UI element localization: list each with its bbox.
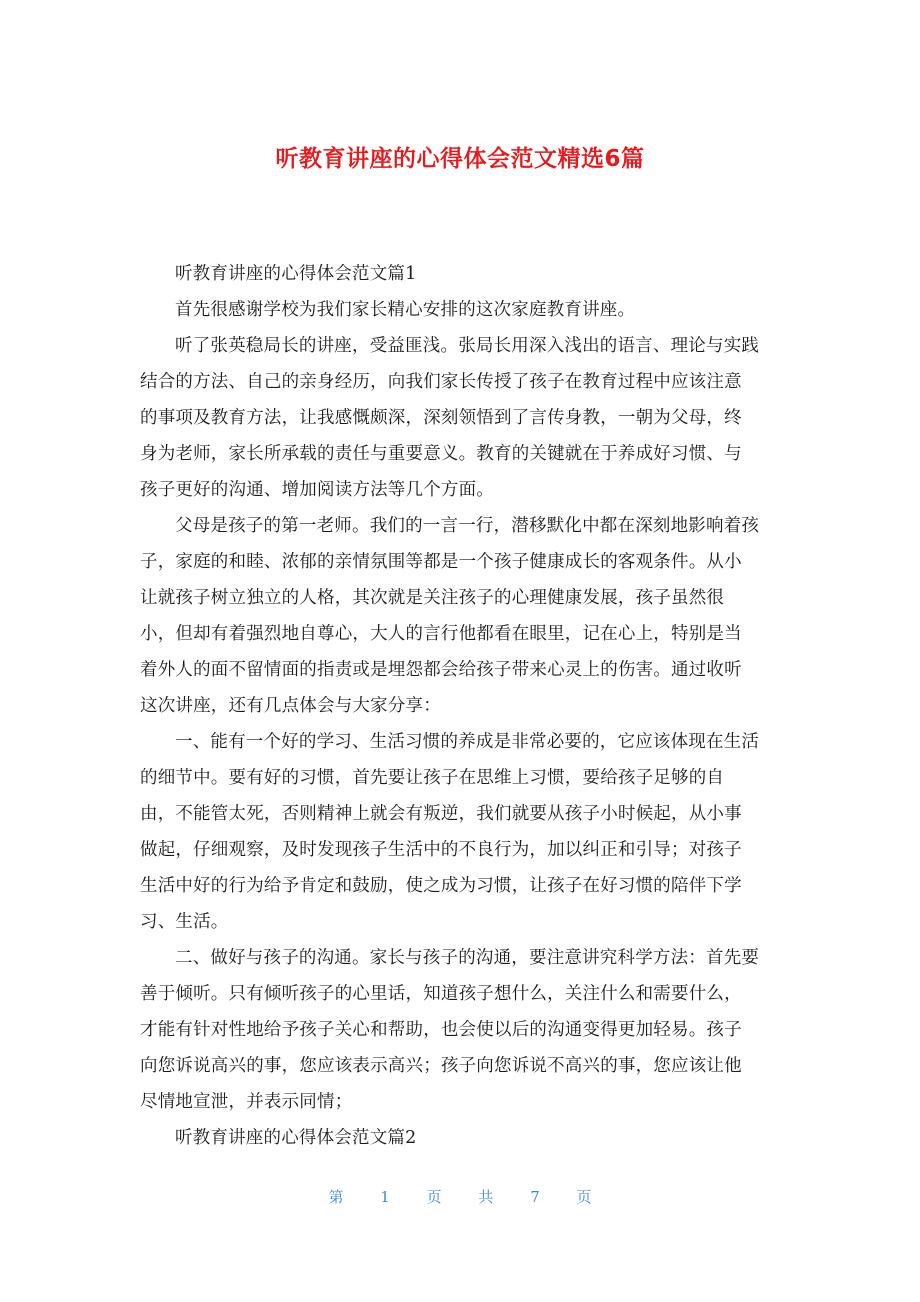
footer-page-word: 页 xyxy=(426,1188,442,1206)
section-heading-1: 听教育讲座的心得体会范文篇1 xyxy=(175,264,417,284)
paragraph-2-line: 结合的方法、自己的亲身经历，向我们家长传授了孩子在教育过程中应该注意 xyxy=(140,372,742,392)
footer-page-number: 1 xyxy=(380,1188,390,1206)
paragraph-3-line: 让就孩子树立独立的人格，其次就是关注孩子的心理健康发展，孩子虽然很 xyxy=(140,588,725,608)
paragraph-4-line: 习、生活。 xyxy=(140,912,229,932)
paragraph-4 xyxy=(140,724,780,940)
paragraph-1: 首先很感谢学校为我们家长精心安排的这次家庭教育讲座。 xyxy=(175,300,636,320)
page-footer xyxy=(0,1186,920,1207)
paragraph-4-line: 的细节中。要有好的习惯，首先要让孩子在思维上习惯，要给孩子足够的自 xyxy=(140,768,725,788)
paragraph-3-line: 父母是孩子的第一老师。我们的一言一行，潜移默化中都在深刻地影响着孩 xyxy=(175,516,760,536)
footer-total-word: 页 xyxy=(576,1188,592,1206)
paragraph-5-line: 向您诉说高兴的事，您应该表示高兴；孩子向您诉说不高兴的事，您应该让他 xyxy=(140,1056,742,1076)
paragraph-2-line: 听了张英稳局长的讲座，受益匪浅。张局长用深入浅出的语言、理论与实践 xyxy=(175,336,760,356)
paragraph-2-line: 身为老师，家长所承载的责任与重要意义。教育的关键就在于养成好习惯、与 xyxy=(140,444,742,464)
paragraph-2 xyxy=(140,328,780,508)
paragraph-5-line: 尽情地宣泄，并表示同情； xyxy=(140,1092,353,1112)
paragraph-5-line: 才能有针对性地给予孩子关心和帮助，也会使以后的沟通变得更加轻易。孩子 xyxy=(140,1020,742,1040)
paragraph-3-line: 这次讲座，还有几点体会与大家分享： xyxy=(140,696,441,716)
paragraph-2-line: 孩子更好的沟通、增加阅读方法等几个方面。 xyxy=(140,480,494,500)
paragraph-4-line: 一、能有一个好的学习、生活习惯的养成是非常必要的，它应该体现在生活 xyxy=(175,732,760,752)
document-body xyxy=(140,256,780,1156)
paragraph-4-line: 做起，仔细观察，及时发现孩子生活中的不良行为，加以纠正和引导；对孩子 xyxy=(140,840,742,860)
paragraph-3 xyxy=(140,508,780,724)
paragraph-4-line: 由，不能管太死，否则精神上就会有叛逆，我们就要从孩子小时候起，从小事 xyxy=(140,804,742,824)
paragraph-3-line: 子，家庭的和睦、浓郁的亲情氛围等都是一个孩子健康成长的客观条件。从小 xyxy=(140,552,742,572)
paragraph-3-line: 着外人的面不留情面的指责或是埋怨都会给孩子带来心灵上的伤害。通过收听 xyxy=(140,660,742,680)
paragraph-2-line: 的事项及教育方法，让我感慨颇深，深刻领悟到了言传身教，一朝为父母，终 xyxy=(140,408,742,428)
paragraph-4-line: 生活中好的行为给予肯定和鼓励，使之成为习惯，让孩子在好习惯的陪伴下学 xyxy=(140,876,742,896)
paragraph-5-line: 二、做好与孩子的沟通。家长与孩子的沟通，要注意讲究科学方法：首先要 xyxy=(175,948,760,968)
footer-total-label: 共 xyxy=(478,1188,494,1206)
paragraph-3-line: 小，但却有着强烈地自尊心，大人的言行他都看在眼里，记在心上，特别是当 xyxy=(140,624,742,644)
document-title: 听教育讲座的心得体会范文精选6篇 xyxy=(275,146,645,172)
paragraph-5 xyxy=(140,940,780,1120)
section-heading-2: 听教育讲座的心得体会范文篇2 xyxy=(175,1128,417,1148)
paragraph-5-line: 善于倾听。只有倾听孩子的心里话，知道孩子想什么，关注什么和需要什么， xyxy=(140,984,742,1004)
footer-page-label: 第 xyxy=(328,1188,344,1206)
footer-total-pages: 7 xyxy=(530,1188,540,1206)
